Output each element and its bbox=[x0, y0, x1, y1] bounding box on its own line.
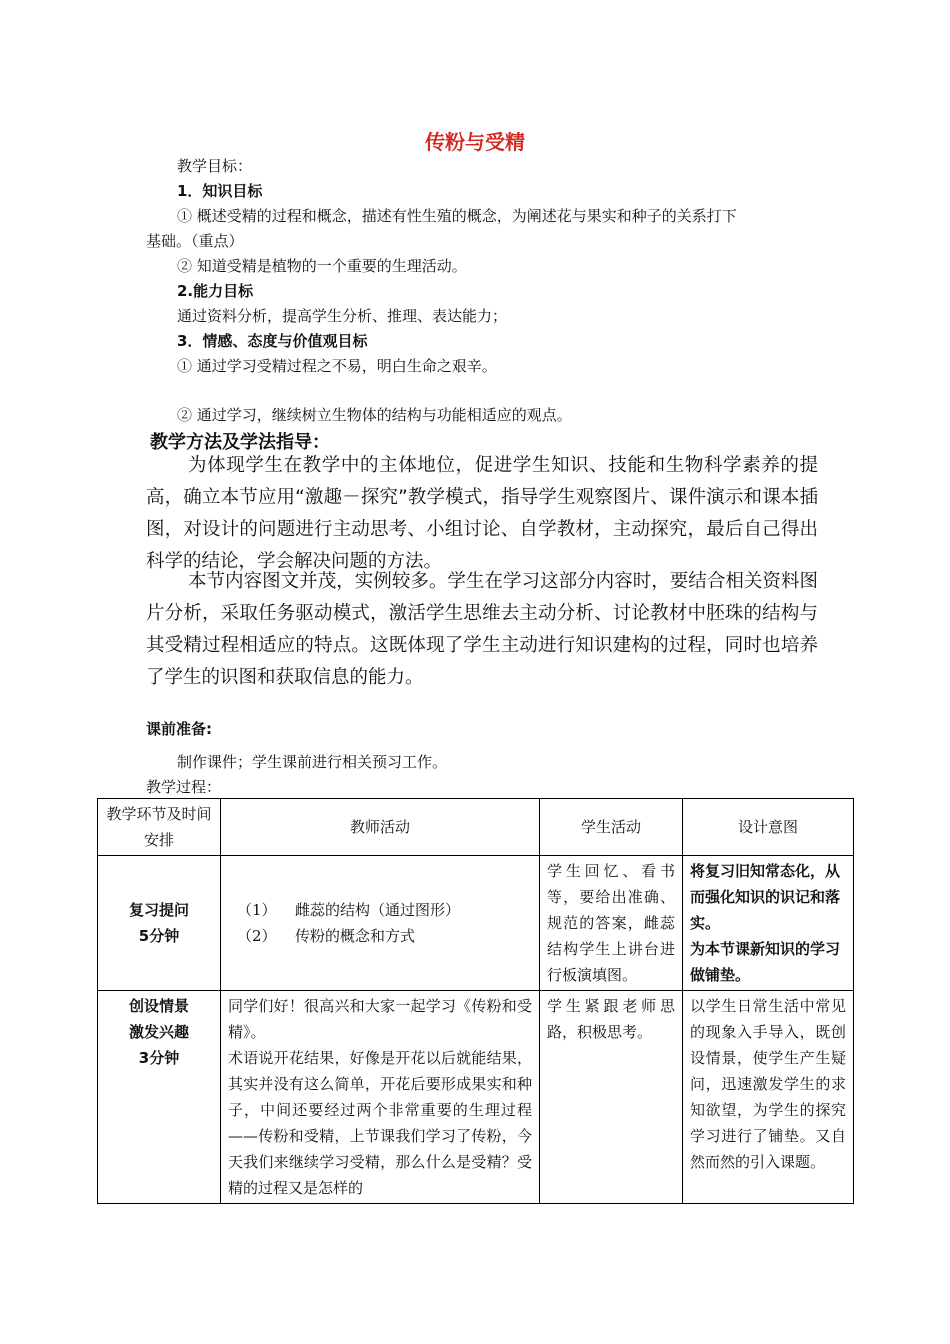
design-intent-cell: 以学生日常生活中常见的现象入手导入，既创设情景，使学生产生疑问，迅速激发学生的求知欲望，为学生的探究学习进行了铺垫。又自然而然的引入课题。 bbox=[683, 991, 854, 1204]
table-row bbox=[98, 856, 854, 991]
teacher-paragraph-2: 术语说开花结果，好像是开花以后就能结果，其实并没有这么简单，开花后要形成果实和种子，中间还要经过两个非常重要的生理过程——传粉和受精，上节课我们学习了传粉，今天我们来继续学习受精，那么什么是受精？受精的过程又是怎样的 bbox=[228, 1049, 532, 1197]
header-student-activity: 学生活动 bbox=[540, 799, 683, 856]
knowledge-title: 1．知识目标 bbox=[177, 182, 263, 200]
list-item-text: 传粉的概念和方式 bbox=[295, 927, 416, 945]
ability-title: 2.能力目标 bbox=[177, 282, 254, 300]
knowledge-item-1: ① 概述受精的过程和概念，描述有性生殖的概念，为阐述花与果实和种子的关系打下 bbox=[177, 207, 737, 225]
design-intent-cell bbox=[683, 856, 854, 991]
teacher-paragraph-1: 同学们好！很高兴和大家一起学习《传粉和受精》。 bbox=[228, 997, 532, 1041]
emotion-title: 3．情感、态度与价值观目标 bbox=[177, 332, 368, 350]
section-name-line-1: 创设情景 bbox=[128, 997, 189, 1015]
list-item bbox=[237, 897, 532, 923]
student-activity-cell: 学生紧跟老师思路，积极思考。 bbox=[540, 991, 683, 1204]
section-duration: 3分钟 bbox=[138, 1049, 180, 1067]
knowledge-item-2: ② 知道受精是植物的一个重要的生理活动。 bbox=[177, 257, 467, 275]
header-section-time: 教学环节及时间安排 bbox=[98, 799, 221, 856]
method-heading: 教学方法及学法指导： bbox=[150, 432, 330, 453]
emotion-item-2: ② 通过学习，继续树立生物体的结构与功能相适应的观点。 bbox=[177, 406, 572, 424]
prep-heading: 课前准备: bbox=[146, 720, 212, 738]
table-row bbox=[98, 991, 854, 1204]
process-heading: 教学过程： bbox=[146, 778, 222, 796]
header-design-intent: 设计意图 bbox=[683, 799, 854, 856]
design-intent-part-2: 为本节课新知识的学习做铺垫。 bbox=[690, 940, 841, 984]
teacher-activity-cell bbox=[221, 991, 540, 1204]
ability-text: 通过资料分析，提高学生分析、推理、表达能力； bbox=[177, 307, 508, 325]
header-teacher-activity: 教师活动 bbox=[221, 799, 540, 856]
teacher-activity-cell bbox=[221, 856, 540, 991]
list-item-text: 雌蕊的结构（通过图形） bbox=[295, 901, 461, 919]
emotion-item-1: ① 通过学习受精过程之不易，明白生命之艰辛。 bbox=[177, 357, 497, 375]
section-duration: 5分钟 bbox=[138, 927, 180, 945]
section-name: 复习提问 bbox=[128, 901, 189, 919]
list-item-number: （2） bbox=[237, 927, 277, 945]
student-activity-cell: 学生回忆、看书等，要给出准确、规范的答案，雌蕊结构学生上讲台进行板演填图。 bbox=[540, 856, 683, 991]
section-name-line-2: 激发兴趣 bbox=[128, 1023, 189, 1041]
section-cell bbox=[98, 991, 221, 1204]
list-item bbox=[237, 923, 532, 949]
method-paragraph-2: 本节内容图文并茂，实例较多。学生在学习这部分内容时，要结合相关资料图片分析，采取任务驱动模式，激活学生思维去主动分析、讨论教材中胚珠的结构与其受精过程相适应的特点。这既体现了学生主动进行知识建构的过程，同时也培养了学生的识图和获取信息的能力。 bbox=[146, 571, 818, 688]
page-title: 传粉与受精 bbox=[425, 130, 525, 154]
knowledge-item-1-cont: 基础。（重点） bbox=[146, 232, 244, 250]
table-header-row bbox=[98, 799, 854, 856]
section-cell bbox=[98, 856, 221, 991]
list-item-number: （1） bbox=[237, 901, 277, 919]
process-table bbox=[97, 798, 854, 1204]
method-paragraph-1: 为体现学生在教学中的主体地位，促进学生知识、技能和生物科学素养的提高，确立本节应用“激趣－探究”教学模式，指导学生观察图片、课件演示和课本插图，对设计的问题进行主动思考、小组讨论、自学教材，主动探究，最后自己得出科学的结论，学会解决问题的方法。 bbox=[146, 455, 818, 572]
objectives-heading: 教学目标： bbox=[177, 157, 253, 175]
design-intent-part-1: 将复习旧知常态化，从而强化知识的识记和落实。 bbox=[690, 862, 841, 932]
prep-text: 制作课件；学生课前进行相关预习工作。 bbox=[177, 753, 448, 771]
